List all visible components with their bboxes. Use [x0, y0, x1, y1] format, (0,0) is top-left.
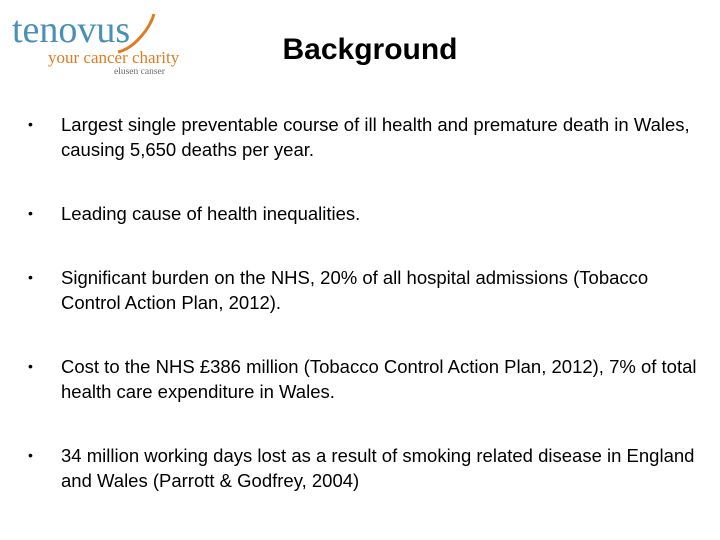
slide-title: Background	[282, 33, 458, 66]
bullet-marker: •	[28, 116, 33, 132]
bullet-item	[28, 354, 698, 404]
bullet-text: Cost to the NHS £386 million (Tobacco Control Action Plan, 2012), 7% of total health care expenditure in Wales.	[61, 356, 697, 402]
logo-wordmark: tenovus	[12, 9, 131, 51]
bullet-marker: •	[28, 447, 33, 463]
tenovus-logo-graphic	[10, 8, 220, 76]
bullet-item	[28, 265, 698, 315]
bullet-item	[28, 201, 698, 226]
tenovus-logo	[10, 8, 220, 76]
bullet-text: Significant burden on the NHS, 20% of all hospital admissions (Tobacco Control Action Plan, 2012).	[61, 267, 649, 313]
logo-tagline: your cancer charity	[48, 48, 180, 67]
bullet-text: 34 million working days lost as a result of smoking related disease in England and Wales (Parrott & Godfrey, 2004)	[61, 445, 695, 491]
bullet-marker: •	[28, 205, 33, 221]
bullet-text: Leading cause of health inequalities.	[61, 203, 361, 224]
bullet-item	[28, 443, 698, 493]
bullet-marker: •	[28, 358, 33, 374]
logo-welsh-tagline: elusen canser	[114, 67, 165, 76]
bullet-text: Largest single preventable course of ill health and premature death in Wales, causing 5,650 deaths per year.	[61, 114, 690, 160]
bullet-marker: •	[28, 269, 33, 285]
bullet-list	[28, 112, 698, 532]
bullet-item	[28, 112, 698, 162]
